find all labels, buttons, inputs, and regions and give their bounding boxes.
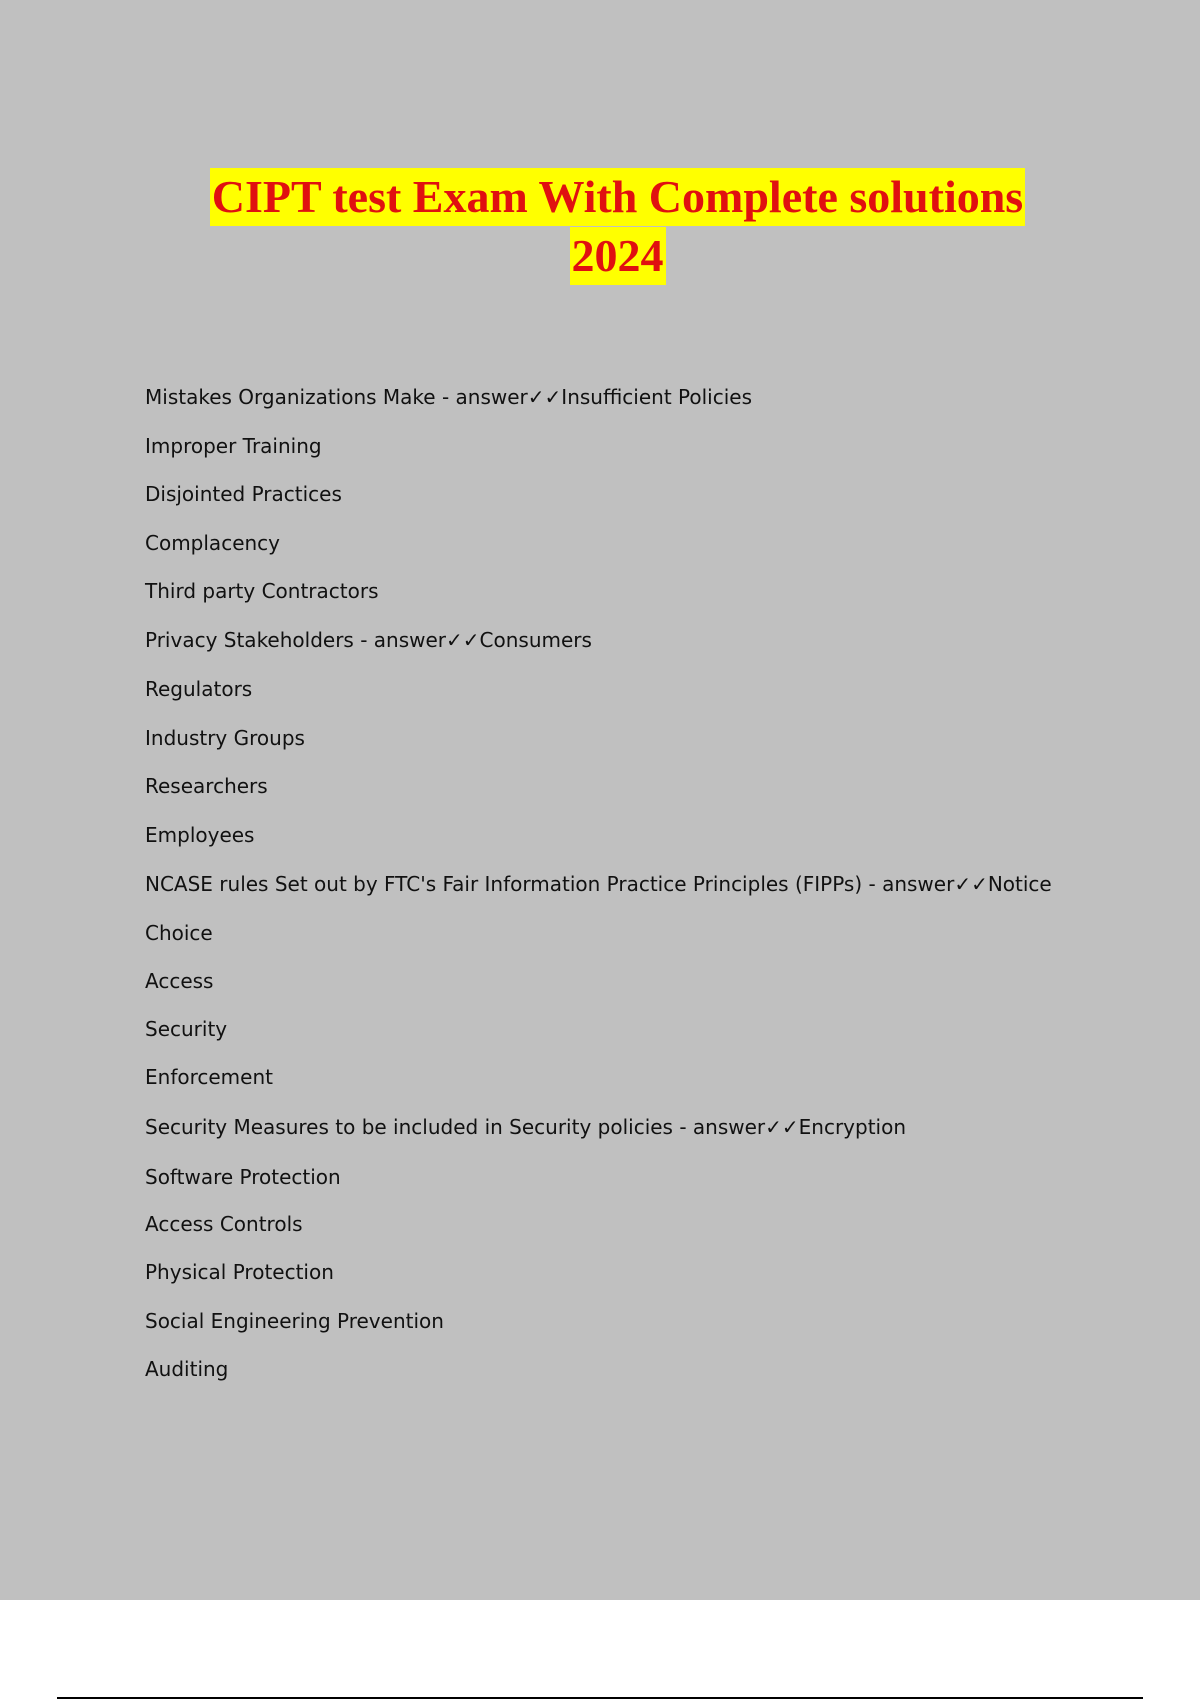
body-line: Privacy Stakeholders - answer✓✓Consumers [145, 628, 592, 652]
body-line: Complacency [145, 531, 280, 555]
body-line: Industry Groups [145, 726, 305, 750]
body-line: Access [145, 969, 214, 993]
title-line-1: CIPT test Exam With Complete solutions [210, 168, 1025, 226]
title-line-2: 2024 [570, 227, 666, 285]
body-line: NCASE rules Set out by FTC's Fair Information Practice Principles (FIPPs) - answer✓✓Notice [145, 872, 1052, 896]
body-line: Employees [145, 823, 255, 847]
body-line: Social Engineering Prevention [145, 1309, 444, 1333]
body-line: Choice [145, 921, 213, 945]
body-line: Enforcement [145, 1065, 273, 1089]
body-line: Security [145, 1017, 228, 1041]
body-line: Third party Contractors [145, 579, 379, 603]
body-line: Access Controls [145, 1212, 303, 1236]
body-line: Researchers [145, 774, 268, 798]
body-line: Disjointed Practices [145, 482, 342, 506]
document-title [0, 168, 1200, 286]
body-line: Auditing [145, 1357, 229, 1381]
body-line: Improper Training [145, 434, 322, 458]
body-line: Regulators [145, 677, 253, 701]
body-line: Security Measures to be included in Security policies - answer✓✓Encryption [145, 1115, 907, 1139]
body-line: Physical Protection [145, 1260, 334, 1284]
body-line: Software Protection [145, 1165, 341, 1189]
body-line: Mistakes Organizations Make - answer✓✓Insufficient Policies [145, 385, 753, 409]
footer-divider [57, 1697, 1143, 1699]
